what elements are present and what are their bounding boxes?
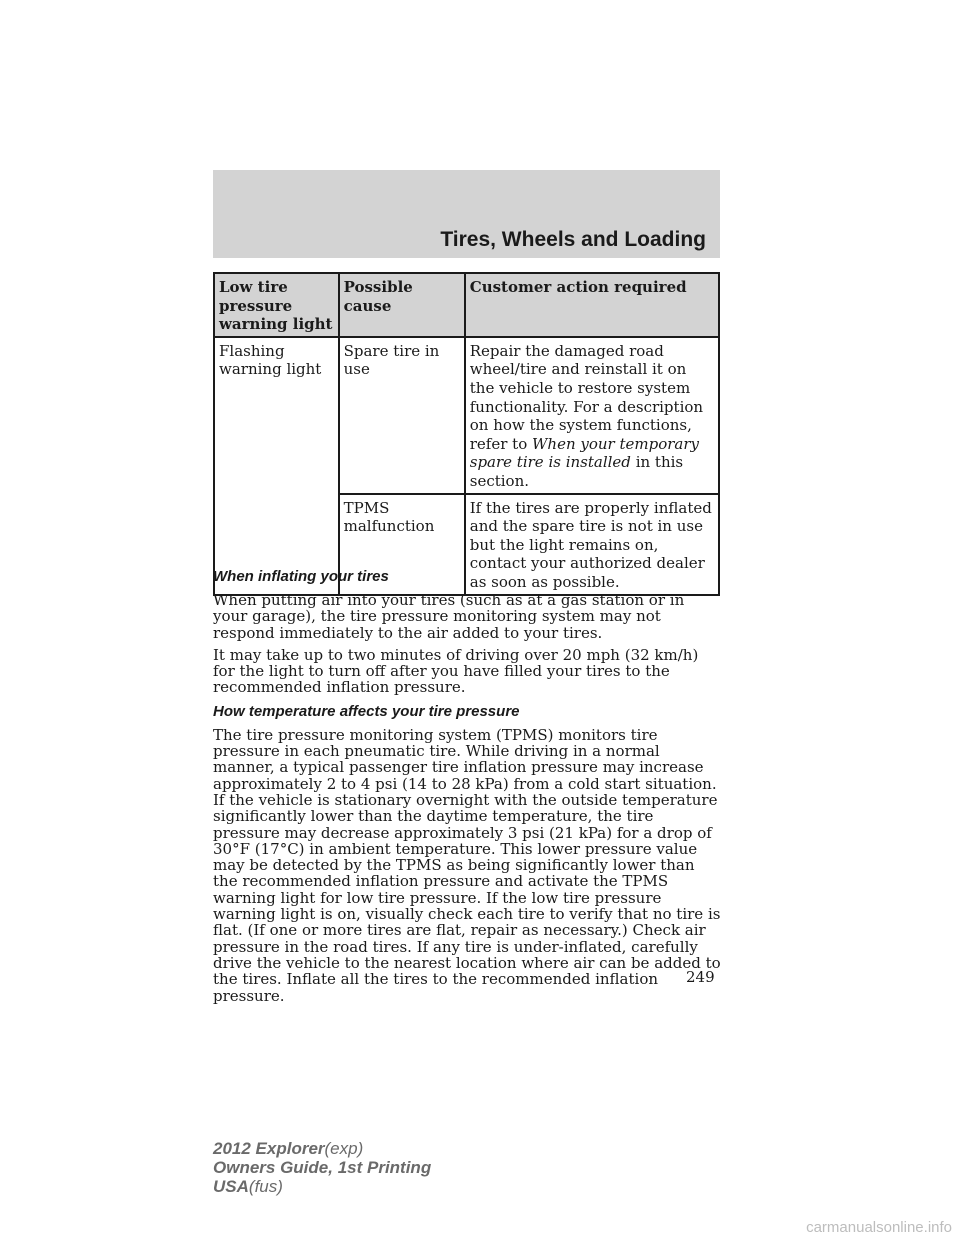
cross-reference: When your temporary spare tire is installed: [469, 434, 700, 472]
table-cell-action: If the tires are properly inflated and the spare tire is not in use but the light remains on, contact your authorized dealer as soon as possible.: [465, 494, 719, 595]
table-cell-action: [465, 337, 719, 494]
section-title: Tires, Wheels and Loading: [440, 228, 706, 251]
tpms-warning-table: [213, 272, 720, 596]
footer-edition: Owners Guide, 1st Printing: [213, 1158, 432, 1177]
table-cell-cause: TPMS malfunction: [339, 494, 465, 595]
footer-line: [213, 1139, 431, 1158]
section-heading: When inflating your tires: [213, 568, 389, 585]
footer-market: USA: [213, 1177, 249, 1196]
body-content: [213, 567, 723, 1010]
page-number: 249: [686, 968, 715, 986]
table-header-row: [214, 273, 719, 337]
section-heading: How temperature affects your tire pressure: [213, 702, 520, 720]
section-header-band: [213, 170, 720, 258]
action-text: in this section.: [469, 453, 684, 490]
table-cell-indicator: Flashing warning light: [214, 337, 339, 595]
table-cell-cause: Spare tire in use: [339, 337, 465, 494]
table-row: [214, 337, 719, 494]
site-watermark: carmanualsonline.info: [806, 1219, 952, 1236]
footer-model: 2012 Explorer: [213, 1139, 325, 1158]
action-text: Repair the damaged road wheel/tire and reinstall it on the vehicle to restore system functionality. For a description on how the system functions, refer to: [469, 341, 704, 453]
body-paragraph: When putting air into your tires (such as at a gas station or in your garage), the tire pressure monitoring system may not respond immediately to the air added to your tires.: [213, 591, 685, 642]
table-header-cell: Customer action required: [465, 273, 719, 337]
footer-market-code: (fus): [248, 1177, 283, 1196]
table-header-cell: Possible cause: [339, 273, 465, 337]
body-paragraph: It may take up to two minutes of driving over 20 mph (32 km/h) for the light to turn off after you have filled your tires to the recommended inflation pressure.: [213, 645, 699, 697]
table-header-cell: Low tire pressure warning light: [214, 273, 339, 337]
footer-model-code: (exp): [324, 1139, 364, 1158]
document-footer: [213, 1139, 431, 1196]
footer-line: [213, 1177, 431, 1196]
body-paragraph: The tire pressure monitoring system (TPMS) monitors tire pressure in each pneumatic tire. While driving in a normal manner, a typical passenger tire inflation pressure may increase approximately 2 to 4 psi (14 to 28 kPa) from a cold start situation. If the vehicle is stationary overnight with the outside temperature significantly lower than the daytime temperature, the tire pressure may decrease approximately 3 psi (21 kPa) for a drop of 30°F (17°C) in ambient temperature. This lower pressure value may be detected by the TPMS as being significantly lower than the recommended inflation pressure and activate the TPMS warning light for low tire pressure. If the low tire pressure warning light is on, visually check each tire to verify that no tire is flat. (If one or more tires are flat, repair as necessary.) Check air pressure in the road tires. If any tire is under-inflated, carefully drive the vehicle to the nearest location where air can be added to the tires. Inflate all the tires to the recommended inflation pressure.: [213, 725, 721, 1005]
